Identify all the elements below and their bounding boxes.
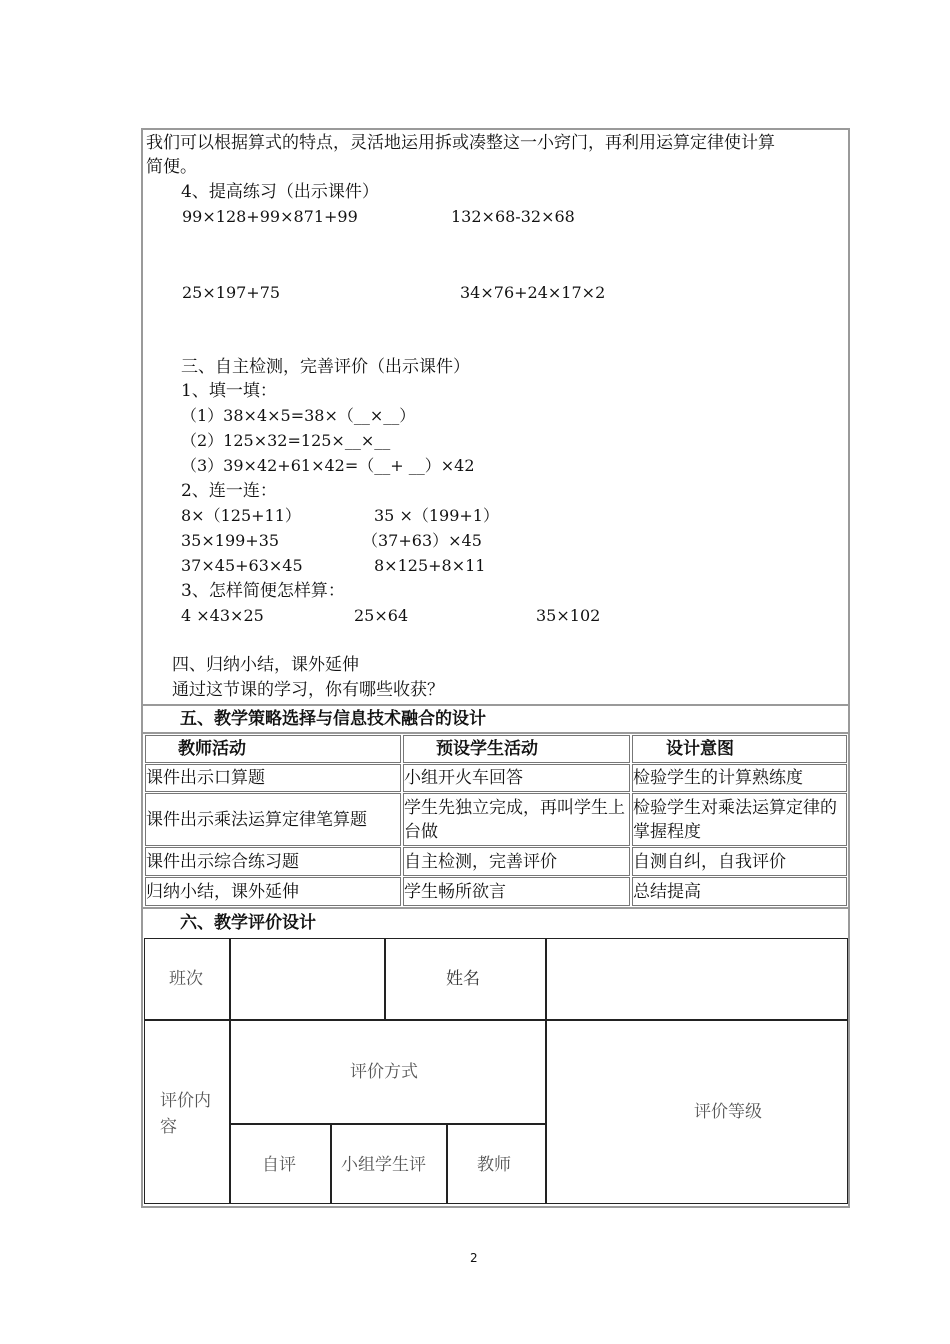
row4-student: 学生畅所欲言: [404, 882, 506, 902]
frame-bottom-border: [141, 1206, 850, 1208]
name-label: 姓名: [446, 969, 480, 989]
row2-student: 学生先独立完成，再叫学生上台做: [404, 798, 625, 842]
connect-left-2: 35×199+35: [181, 531, 280, 550]
row1-student: 小组开火车回答: [404, 768, 523, 788]
strategy-header-cell: [632, 735, 847, 763]
fill-item-3: （3）39×42+61×42=（__+ __）×42: [181, 456, 475, 475]
row2-intent: 检验学生对乘法运算定律的掌握程度: [633, 798, 837, 842]
section6-heading: 六、教学评价设计: [180, 913, 316, 933]
row4-intent: 总结提高: [633, 882, 701, 902]
eval-vline: [446, 1123, 448, 1204]
method-label: 评价方式: [350, 1062, 418, 1082]
row4-teacher: 归纳小结，课外延伸: [146, 882, 299, 902]
header-student-activity: 预设学生活动: [436, 739, 538, 759]
connect-left-3: 37×45+63×45: [181, 556, 303, 575]
intro-line-2: 简便。: [146, 157, 197, 177]
header-design-intent: 设计意图: [666, 739, 734, 759]
fill-item-2: （2）125×32=125×__×__: [181, 431, 391, 450]
section4-heading: 四、归纳小结，课外延伸: [172, 655, 359, 675]
fill-item-1: （1）38×4×5=38×（__×__）: [181, 406, 416, 425]
eval-vline: [384, 938, 386, 1020]
teacher-eval-label: 教师: [477, 1155, 511, 1175]
group-eval-label: 小组学生评: [341, 1155, 426, 1175]
practice-heading: 4、提高练习（出示课件）: [181, 182, 379, 202]
eval-hline: [229, 1123, 546, 1125]
class-label: 班次: [169, 969, 203, 989]
content-label: 评价内容: [160, 1091, 211, 1137]
row3-teacher: 课件出示综合练习题: [146, 852, 299, 872]
row3-student: 自主检测，完善评价: [404, 852, 557, 872]
frame-left-border: [141, 128, 143, 1208]
calc-item-1: 4 ×43×25: [181, 606, 264, 625]
row2-teacher: 课件出示乘法运算定律笔算题: [146, 810, 367, 830]
section5-heading: 五、教学策略选择与信息技术融合的设计: [180, 709, 486, 729]
connect-title: 2、连一连：: [181, 481, 277, 501]
header-teacher-activity: 教师活动: [178, 739, 246, 759]
grade-label: 评价等级: [694, 1102, 762, 1122]
section3-heading: 三、自主检测，完善评价（出示课件）: [181, 357, 470, 377]
practice-expr-4: 34×76+24×17×2: [460, 283, 606, 302]
eval-hline: [144, 1019, 848, 1021]
connect-right-2: （37+63）×45: [362, 531, 482, 550]
section4-question: 通过这节课的学习，你有哪些收获？: [172, 680, 444, 700]
eval-vline: [229, 938, 231, 1204]
practice-expr-2: 132×68-32×68: [451, 207, 575, 226]
page-number: 2: [470, 1251, 478, 1265]
connect-left-1: 8×（125+11）: [181, 506, 301, 525]
fill-title: 1、填一填：: [181, 381, 277, 401]
practice-expr-1: 99×128+99×871+99: [182, 207, 358, 226]
intro-line-1: 我们可以根据算式的特点，灵活地运用拆或凑整这一小窍门，再利用运算定律使计算: [146, 133, 775, 153]
connect-right-3: 8×125+8×11: [374, 556, 486, 575]
eval-vline: [330, 1123, 332, 1204]
practice-expr-3: 25×197+75: [182, 283, 281, 302]
frame-top-border: [141, 128, 850, 130]
calc-title: 3、怎样简便怎样算：: [181, 581, 345, 601]
calc-item-2: 25×64: [354, 606, 409, 625]
calc-item-3: 35×102: [536, 606, 601, 625]
eval-vline: [545, 938, 547, 1204]
row3-intent: 自测自纠，自我评价: [633, 852, 786, 872]
frame-right-border: [848, 128, 850, 1208]
row1-teacher: 课件出示口算题: [146, 768, 265, 788]
connect-right-1: 35 ×（199+1）: [374, 506, 499, 525]
row1-intent: 检验学生的计算熟练度: [633, 768, 803, 788]
self-eval-label: 自评: [262, 1155, 296, 1175]
